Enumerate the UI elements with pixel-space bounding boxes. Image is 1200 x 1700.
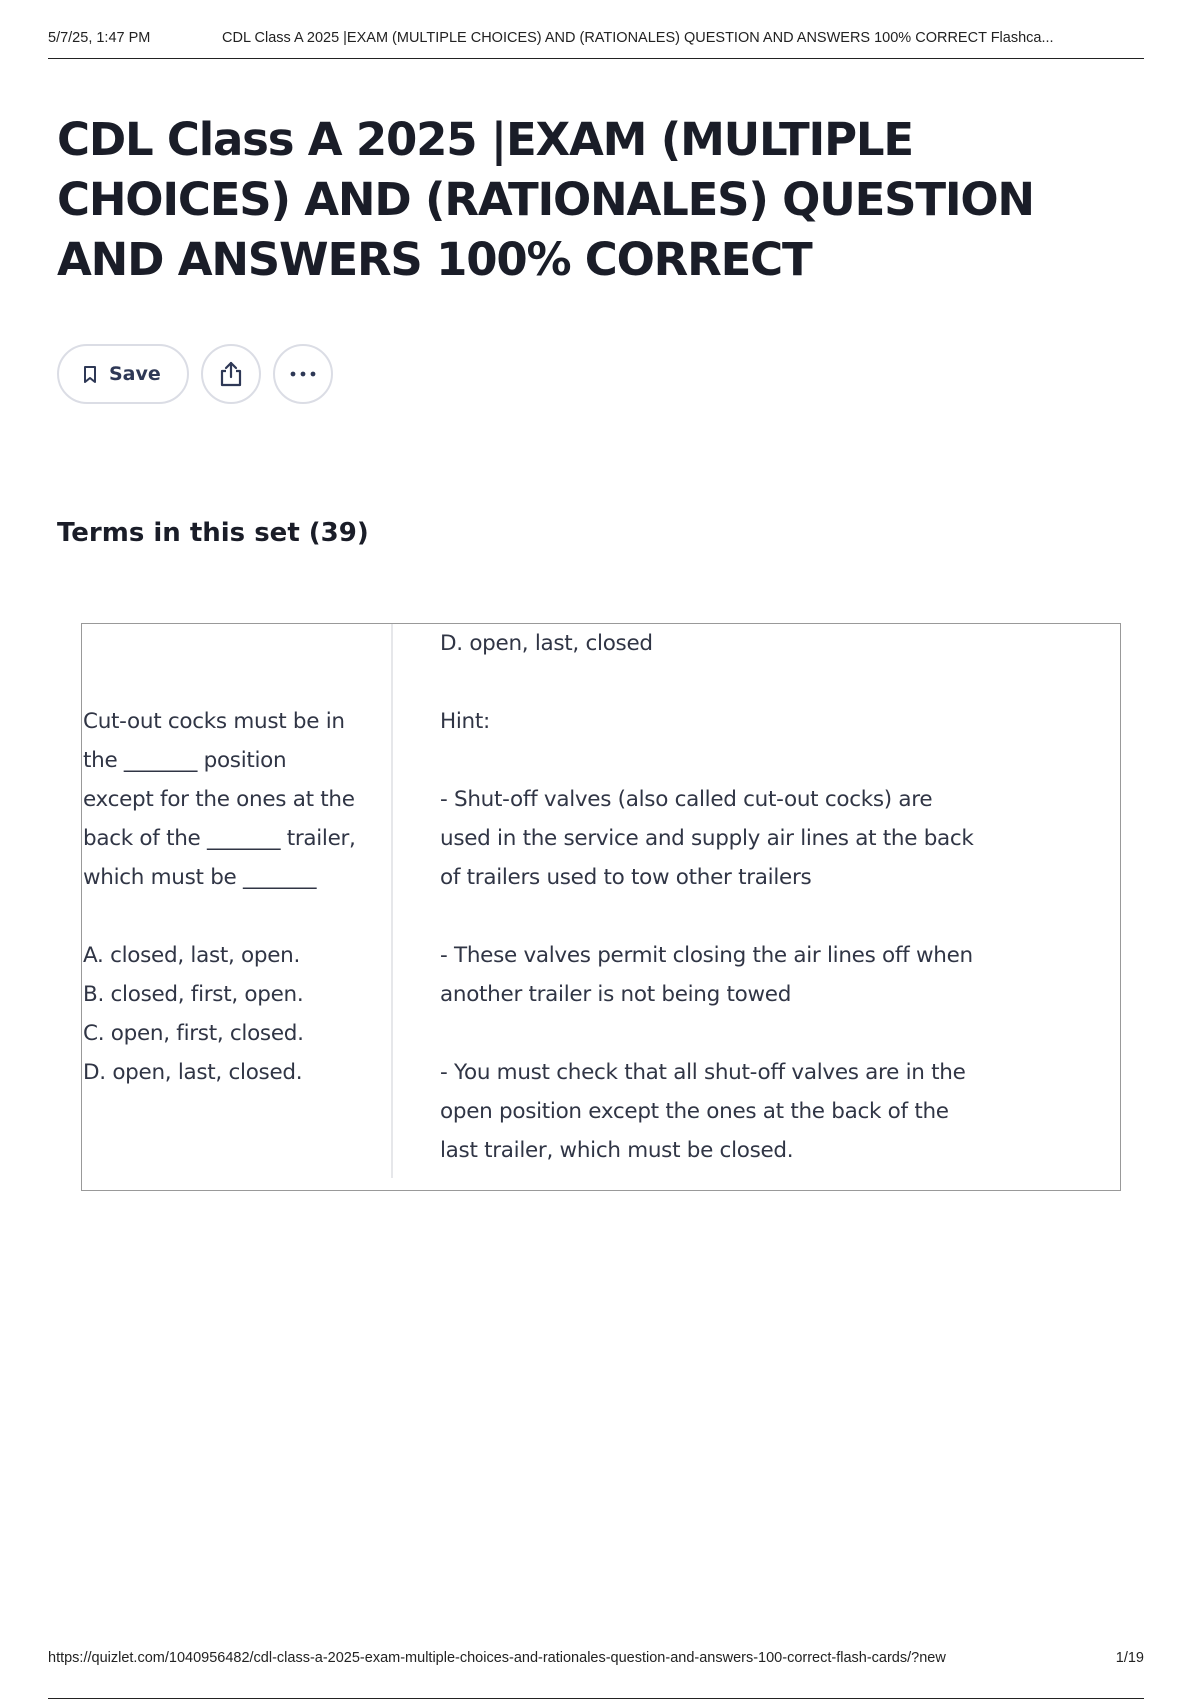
blank-line xyxy=(440,1014,1000,1053)
more-options-button[interactable] xyxy=(273,344,333,404)
definition-text xyxy=(440,624,1000,1170)
definition-line: - You must check that all shut-off valves are in the xyxy=(440,1060,966,1085)
term-line: B. closed, first, open. xyxy=(83,982,304,1007)
share-icon xyxy=(218,360,244,388)
term-line: D. open, last, closed. xyxy=(83,1060,303,1085)
definition-line: used in the service and supply air lines at the back xyxy=(440,826,974,851)
term-text xyxy=(83,702,373,1092)
card-divider xyxy=(391,624,393,1178)
print-doc-title: CDL Class A 2025 |EXAM (MULTIPLE CHOICES) AND (RATIONALES) QUESTION AND ANSWERS 100% CORRECT Flashca... xyxy=(222,30,1054,46)
print-footer xyxy=(48,1640,1144,1699)
term-line: back of the _______ trailer, xyxy=(83,826,356,851)
blank-line xyxy=(440,897,1000,936)
definition-line: another trailer is not being towed xyxy=(440,982,792,1007)
definition-line: Hint: xyxy=(440,709,490,734)
term-line: A. closed, last, open. xyxy=(83,943,301,968)
share-button[interactable] xyxy=(201,344,261,404)
definition-line: last trailer, which must be closed. xyxy=(440,1138,794,1163)
term-line: the _______ position xyxy=(83,748,287,773)
definition-line: - These valves permit closing the air lines off when xyxy=(440,943,973,968)
print-header xyxy=(48,28,1144,59)
more-icon xyxy=(289,370,317,378)
print-date: 5/7/25, 1:47 PM xyxy=(48,30,151,46)
term-line: except for the ones at the xyxy=(83,787,355,812)
definition-line: open position except the ones at the back of the xyxy=(440,1099,949,1124)
definition-line: of trailers used to tow other trailers xyxy=(440,865,812,890)
terms-heading: Terms in this set (39) xyxy=(57,518,369,548)
term-line: C. open, first, closed. xyxy=(83,1021,304,1046)
save-button[interactable] xyxy=(57,344,189,404)
term-line: Cut-out cocks must be in xyxy=(83,709,345,734)
blank-line xyxy=(83,897,373,936)
term-card xyxy=(81,623,1121,1191)
blank-line xyxy=(440,741,1000,780)
blank-line xyxy=(440,663,1000,702)
page-title: CDL Class A 2025 |EXAM (MULTIPLE CHOICES) AND (RATIONALES) QUESTION AND ANSWERS 100% CORRECT xyxy=(57,113,1034,286)
save-button-label: Save xyxy=(109,363,161,385)
print-url: https://quizlet.com/1040956482/cdl-class-a-2025-exam-multiple-choices-and-rationales-question-and-answers-100-correct-flash-cards/?new xyxy=(48,1650,946,1666)
definition-line: D. open, last, closed xyxy=(440,631,653,656)
bookmark-icon xyxy=(83,365,97,384)
term-line: which must be _______ xyxy=(83,865,317,890)
action-bar xyxy=(57,344,333,404)
definition-line: - Shut-off valves (also called cut-out cocks) are xyxy=(440,787,933,812)
print-page-number: 1/19 xyxy=(1115,1650,1144,1666)
